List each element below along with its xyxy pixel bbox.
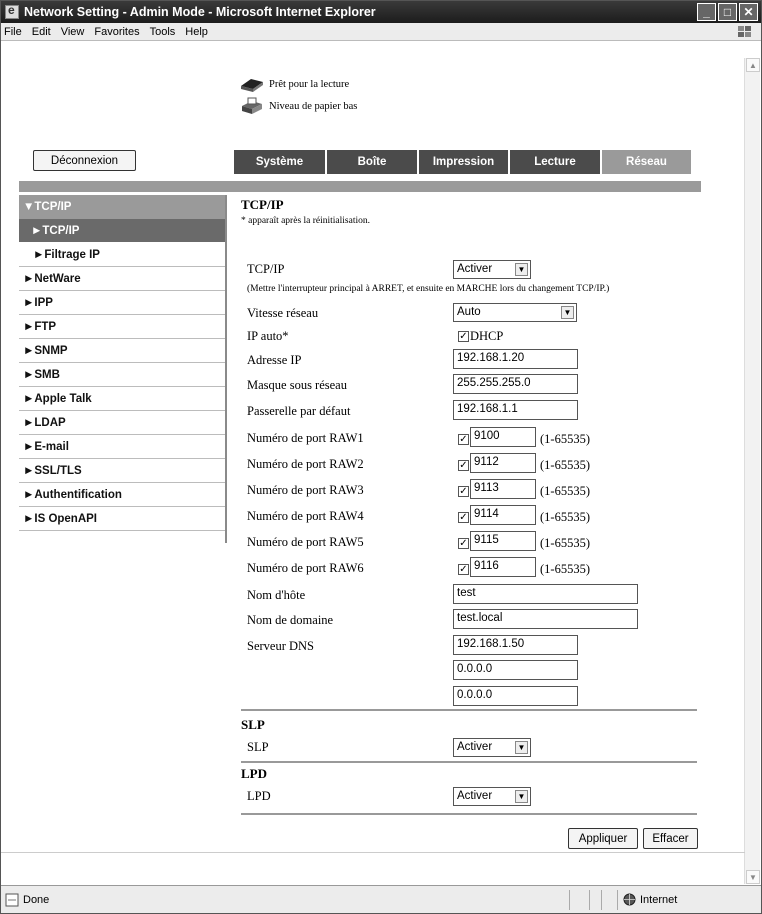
sidebar-item-ldap[interactable]: ►LDAP xyxy=(19,411,225,435)
raw4-label: Numéro de port RAW4 xyxy=(247,509,364,523)
lpd-section-title: LPD xyxy=(241,766,267,781)
lpd-divider xyxy=(241,761,697,763)
slp-select-value: Activer xyxy=(457,741,493,753)
sidebar-item-email[interactable]: ►E-mail xyxy=(19,435,225,459)
ie-app-icon xyxy=(5,5,19,19)
dns-secondary-input[interactable]: 0.0.0.0 xyxy=(453,660,578,680)
sidebar-item-appletalk[interactable]: ►Apple Talk xyxy=(19,387,225,411)
security-zone xyxy=(623,893,677,906)
sidebar-item-ssl-tls[interactable]: ►SSL/TLS xyxy=(19,459,225,483)
menu-help[interactable]: Help xyxy=(185,25,208,38)
sidebar-item-ip-filter[interactable]: ►Filtrage IP xyxy=(19,243,225,267)
buttons-divider xyxy=(241,813,697,815)
raw1-label: Numéro de port RAW1 xyxy=(247,431,364,445)
dns-tertiary-input[interactable]: 0.0.0.0 xyxy=(453,686,578,706)
sidebar-item-is-openapi[interactable]: ►IS OpenAPI xyxy=(19,507,225,531)
slp-select[interactable] xyxy=(453,738,531,757)
chevron-down-icon: ▼ xyxy=(515,263,528,276)
raw2-range: (1-65535) xyxy=(540,458,590,472)
menu-view[interactable]: View xyxy=(60,25,85,38)
lpd-select-value: Activer xyxy=(457,790,493,802)
raw1-checkbox[interactable]: ✓ xyxy=(459,434,468,445)
apply-button[interactable]: Appliquer xyxy=(568,828,638,849)
raw6-label: Numéro de port RAW6 xyxy=(247,561,364,575)
hostname-input[interactable]: test xyxy=(453,584,638,604)
sidebar-item-authentication[interactable]: ►Authentification xyxy=(19,483,225,507)
close-button[interactable]: ✕ xyxy=(739,3,758,21)
hostname-label: Nom d'hôte xyxy=(247,588,306,602)
status-paper-label: Niveau de papier bas xyxy=(269,100,358,112)
tab-reseau[interactable]: Réseau xyxy=(602,150,693,174)
sidebar-item-ipp[interactable]: ►IPP xyxy=(19,291,225,315)
raw6-range: (1-65535) xyxy=(540,562,590,576)
sidebar-item-netware[interactable]: ►NetWare xyxy=(19,267,225,291)
menu-tools[interactable]: Tools xyxy=(149,25,176,38)
sidebar-divider xyxy=(225,195,227,543)
ip-input[interactable]: 192.168.1.20 xyxy=(453,349,578,369)
dhcp-checkbox[interactable]: ✓ xyxy=(459,331,468,342)
content-bottom-line xyxy=(1,852,745,853)
raw1-range: (1-65535) xyxy=(540,432,590,446)
tcpip-select-value: Activer xyxy=(457,263,493,275)
lpd-select[interactable] xyxy=(453,787,531,806)
raw2-label: Numéro de port RAW2 xyxy=(247,457,364,471)
clear-button[interactable]: Effacer xyxy=(643,828,698,849)
tcpip-label: TCP/IP xyxy=(247,262,285,276)
raw5-label: Numéro de port RAW5 xyxy=(247,535,364,549)
security-zone-label: Internet xyxy=(640,893,678,906)
mask-label: Masque sous réseau xyxy=(247,378,347,392)
raw5-input[interactable]: 9115 xyxy=(470,531,536,551)
scroll-down-icon[interactable]: ▼ xyxy=(746,870,760,884)
window-title: Network Setting - Admin Mode - Microsoft Internet Explorer xyxy=(24,5,376,19)
form-rows xyxy=(241,1,701,885)
raw4-range: (1-65535) xyxy=(540,510,590,524)
page-icon xyxy=(5,893,19,907)
speed-label: Vitesse réseau xyxy=(247,306,319,320)
domain-input[interactable]: test.local xyxy=(453,609,638,629)
scroll-up-icon[interactable]: ▲ xyxy=(746,58,760,72)
raw3-checkbox[interactable]: ✓ xyxy=(459,486,468,497)
status-done-label: Done xyxy=(23,894,50,906)
slp-section-title: SLP xyxy=(241,717,265,732)
mask-input[interactable]: 255.255.255.0 xyxy=(453,374,578,394)
chevron-down-icon: ▼ xyxy=(515,741,528,754)
sidebar-item-tcpip-group[interactable]: ▼TCP/IP xyxy=(19,195,225,219)
menu-file[interactable]: File xyxy=(4,25,22,38)
slp-label: SLP xyxy=(247,740,269,754)
raw3-input[interactable]: 9113 xyxy=(470,479,536,499)
tab-lecture[interactable]: Lecture xyxy=(510,150,602,174)
raw1-input[interactable]: 9100 xyxy=(470,427,536,447)
page-title: TCP/IP xyxy=(241,197,284,212)
ip-label: Adresse IP xyxy=(247,353,302,367)
raw4-checkbox[interactable]: ✓ xyxy=(459,512,468,523)
status-divider xyxy=(617,890,618,910)
reset-note: * apparaît après la réinitialisation. xyxy=(241,216,370,226)
tcpip-select[interactable] xyxy=(453,260,531,279)
sidebar-item-ftp[interactable]: ►FTP xyxy=(19,315,225,339)
slp-divider xyxy=(241,709,697,711)
status-divider xyxy=(569,890,570,910)
tab-systeme[interactable]: Système xyxy=(234,150,327,174)
minimize-button[interactable]: _ xyxy=(697,3,716,21)
gateway-label: Passerelle par défaut xyxy=(247,404,351,418)
windows-logo-icon xyxy=(735,24,755,40)
status-bar xyxy=(1,885,761,913)
raw5-checkbox[interactable]: ✓ xyxy=(459,538,468,549)
speed-select[interactable] xyxy=(453,303,577,322)
menu-edit[interactable]: Edit xyxy=(31,25,51,38)
raw6-input[interactable]: 9116 xyxy=(470,557,536,577)
tcpip-hint: (Mettre l'interrupteur principal à ARRET, et ensuite en MARCHE lors du changement TCP/IP.) xyxy=(247,284,610,294)
speed-select-value: Auto xyxy=(457,306,481,318)
tab-impression[interactable]: Impression xyxy=(419,150,510,174)
sidebar-item-snmp[interactable]: ►SNMP xyxy=(19,339,225,363)
lpd-label: LPD xyxy=(247,789,271,803)
raw5-range: (1-65535) xyxy=(540,536,590,550)
raw3-range: (1-65535) xyxy=(540,484,590,498)
raw4-input[interactable]: 9114 xyxy=(470,505,536,525)
status-done xyxy=(5,893,49,907)
globe-icon xyxy=(623,893,636,906)
status-ready-label: Prêt pour la lecture xyxy=(269,78,350,90)
raw2-checkbox[interactable]: ✓ xyxy=(459,460,468,471)
sidebar-item-tcpip[interactable]: ►TCP/IP xyxy=(19,219,225,243)
maximize-button[interactable]: □ xyxy=(718,3,737,21)
menu-favorites[interactable]: Favorites xyxy=(94,25,140,38)
chevron-down-icon: ▼ xyxy=(561,306,574,319)
logout-button[interactable]: Déconnexion xyxy=(33,150,136,171)
domain-label: Nom de domaine xyxy=(247,613,334,627)
sidebar-nav xyxy=(19,195,225,531)
status-divider xyxy=(601,890,602,910)
chevron-down-icon: ▼ xyxy=(515,790,528,803)
dns-primary-input[interactable]: 192.168.1.50 xyxy=(453,635,578,655)
status-divider xyxy=(589,890,590,910)
sidebar-item-smb[interactable]: ►SMB xyxy=(19,363,225,387)
dns-label: Serveur DNS xyxy=(247,639,315,653)
vertical-scrollbar[interactable] xyxy=(744,58,760,884)
dhcp-label: DHCP xyxy=(470,329,504,343)
autoip-label: IP auto* xyxy=(247,329,289,343)
raw2-input[interactable]: 9112 xyxy=(470,453,536,473)
gateway-input[interactable]: 192.168.1.1 xyxy=(453,400,578,420)
raw6-checkbox[interactable]: ✓ xyxy=(459,564,468,575)
tab-boite[interactable]: Boîte xyxy=(327,150,419,174)
raw3-label: Numéro de port RAW3 xyxy=(247,483,364,497)
